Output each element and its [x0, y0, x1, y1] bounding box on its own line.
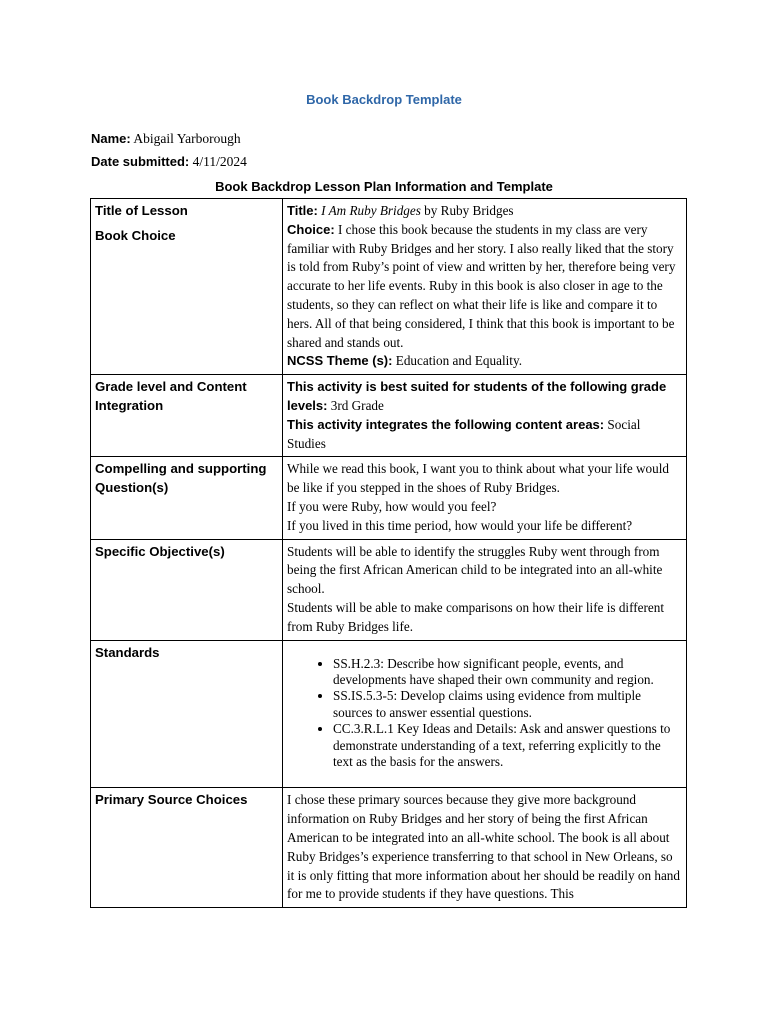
sources-text: I chose these primary sources because they give more background information on Ruby Bridges and her story of being the first African American to be integrated into an all-white school. The book is all about Ruby Bridges’s experience transferring to that school in New Orleans, so it is only fitting that more information about her should be readily on hand for me to provide students if they have questions. This [287, 792, 680, 902]
row-label-cell [91, 640, 283, 788]
question-line: If you were Ruby, how would you feel? [287, 498, 497, 514]
ncss-text: Education and Equality. [392, 353, 522, 369]
standards-list [287, 656, 682, 771]
grade-level-label: Grade level and Content Integration [95, 379, 247, 413]
row-content-cell [283, 640, 687, 788]
title-label: Title: [287, 203, 318, 218]
content-line [287, 416, 682, 454]
grade-label: This activity is best suited for students of the following grade levels: [287, 379, 667, 413]
date-line [91, 154, 247, 170]
standard-item: • CC.3.R.L.1 Key Ideas and Details: Ask and answer questions to demonstrate understanding of a text, referring explicitly to the text as the basis for the answers. [333, 721, 682, 770]
question-line: If you lived in this time period, how would your life be different? [287, 517, 633, 533]
grade-line [287, 378, 682, 416]
objective-line: Students will be able to identify the struggles Ruby went through from being the first African American child to be integrated into an all-white school. [287, 543, 663, 597]
table-row-sources [91, 788, 687, 908]
table-row-title [91, 199, 687, 375]
grade-value: 3rd Grade [327, 397, 384, 413]
objectives-label: Specific Objective(s) [95, 543, 225, 559]
questions-label: Compelling and supporting Question(s) [95, 461, 267, 496]
table-heading: Book Backdrop Lesson Plan Information and Template [215, 179, 553, 194]
row-content-cell [283, 788, 687, 908]
date-label: Date submitted: [91, 154, 190, 169]
row-content-cell [283, 539, 687, 640]
row-label-cell [91, 199, 283, 375]
lesson-plan-table [90, 198, 687, 908]
name-value: Abigail Yarborough [130, 131, 241, 146]
row-content-cell [283, 375, 687, 457]
row-label-cell [91, 539, 283, 640]
row-content-cell [283, 199, 687, 375]
row-label-cell [91, 375, 283, 457]
standard-item: • SS.H.2.3: Describe how significant people, events, and developments have shaped their own community and region. [333, 656, 682, 689]
title-of-lesson-label: Title of Lesson [95, 203, 188, 218]
book-choice-label: Book Choice [95, 227, 176, 243]
title-line [287, 202, 682, 221]
row-label-cell [91, 788, 283, 908]
question-line: While we read this book, I want you to think about what your life would be like if you stepped in the shoes of Ruby Bridges. [287, 461, 669, 496]
choice-text: I chose this book because the students in my class are very familiar with Ruby Bridges and her story. I also really liked that the story is told from Ruby’s point of view and written by her, therefore being very accurate to her life events. Ruby in this book is also closer in age to the students, so they can reflect on what their life is like and compare it to hers. All of that being considered, I think that this book is important to be shared and stands out. [287, 221, 676, 350]
objective-line: Students will be able to make comparisons on how their life is different from Ruby Bridges life. [287, 599, 664, 634]
row-label-cell [91, 457, 283, 539]
book-title: I Am Ruby Bridges [321, 203, 421, 218]
table-row-standards [91, 640, 687, 788]
ncss-label: NCSS Theme (s): [287, 353, 393, 369]
table-row-grade [91, 375, 687, 457]
ncss-line [287, 352, 682, 371]
document-title: Book Backdrop Template [306, 92, 462, 107]
date-value: 4/11/2024 [189, 154, 247, 169]
name-line [91, 131, 241, 147]
sources-label: Primary Source Choices [95, 792, 248, 808]
table-row-questions [91, 457, 687, 539]
row-content-cell [283, 457, 687, 539]
content-label: This activity integrates the following content areas: [287, 416, 605, 432]
book-author: by Ruby Bridges [420, 203, 514, 218]
table-row-objectives [91, 539, 687, 640]
choice-label: Choice: [287, 221, 335, 237]
name-label: Name: [91, 131, 131, 146]
choice-paragraph [287, 221, 682, 353]
content-value: Social Studies [287, 416, 641, 451]
standards-label: Standards [95, 644, 160, 660]
standard-item: • SS.IS.5.3-5: Develop claims using evidence from multiple sources to answer essential questions. [333, 688, 682, 721]
